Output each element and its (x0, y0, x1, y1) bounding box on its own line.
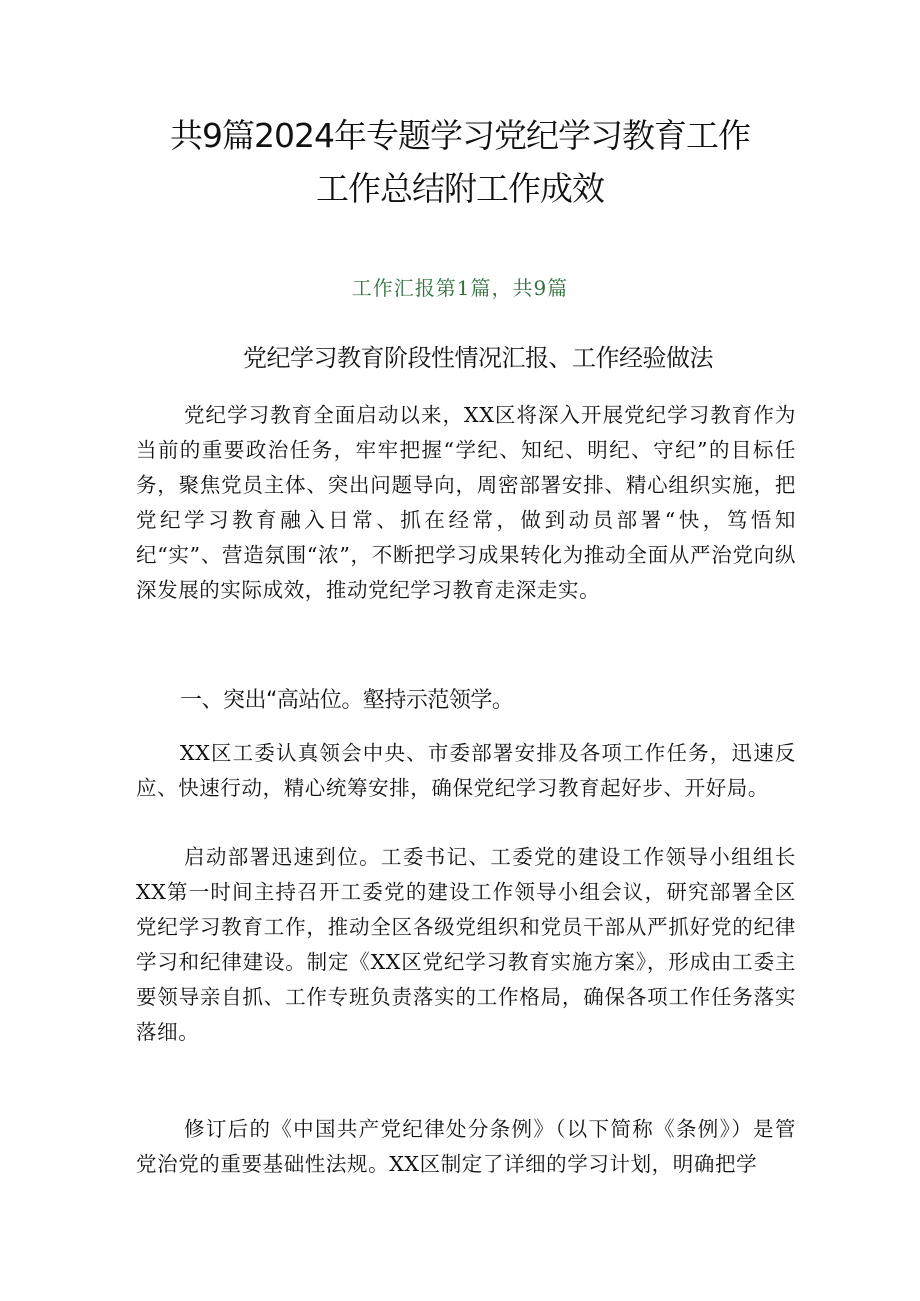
heading-one: 一、突出“高站位。壑持示范领学。 (180, 688, 514, 713)
paragraph-2: XX区工委认真领会中央、市委部署安排及各项工作任务，迅速反应、快速行动，精心统筹安排，确保党纪学习教育起好步、开好局。 (136, 741, 796, 800)
paragraph-intro: 党纪学习教育全面启动以来，XX区将深入开展党纪学习教育作为当前的重要政治任务，牢牢把握“学纪、知纪、明纪、守纪”的目标任务，聚焦党员主体、突出问题导向，周密部署安排、精心组织实施，把党纪学习教育融入日常、抓在经常，做到动员部署“快，笃悟知纪“实”、营造氛围“浓”，不断把学习成果转化为推动全面从严治党向纵深发展的实际成效，推动党纪学习教育走深走实。 (136, 403, 796, 602)
document-title-line-1: 共9篇2024年专题学习党纪学习教育工作 (170, 116, 750, 155)
part-label: 工作汇报第1篇，共9篇 (351, 276, 569, 300)
paragraph-4: 修订后的《中国共产党纪律处分条例》（以下简称《条例》）是管党治党的重要基础性法规。XX区制定了详细的学习计划，明确把学 (136, 1117, 796, 1176)
paragraph-3: 启动部署迅速到位。工委书记、工委党的建设工作领导小组组长XX第一时间主持召开工委党的建设工作领导小组会议，研究部署全区党纪学习教育工作，推动全区各级党组织和党员干部从严抓好党的纪律学习和纪律建设。制定《XX区党纪学习教育实施方案》，形成由工委主要领导亲自抓、工作专班负责落实的工作格局，确保各项工作任务落实落细。 (136, 845, 796, 1044)
document-title-line-2: 工作总结附工作成效 (316, 169, 604, 208)
section-title: 党纪学习教育阶段性情况汇报、工作经验做法 (243, 344, 713, 372)
